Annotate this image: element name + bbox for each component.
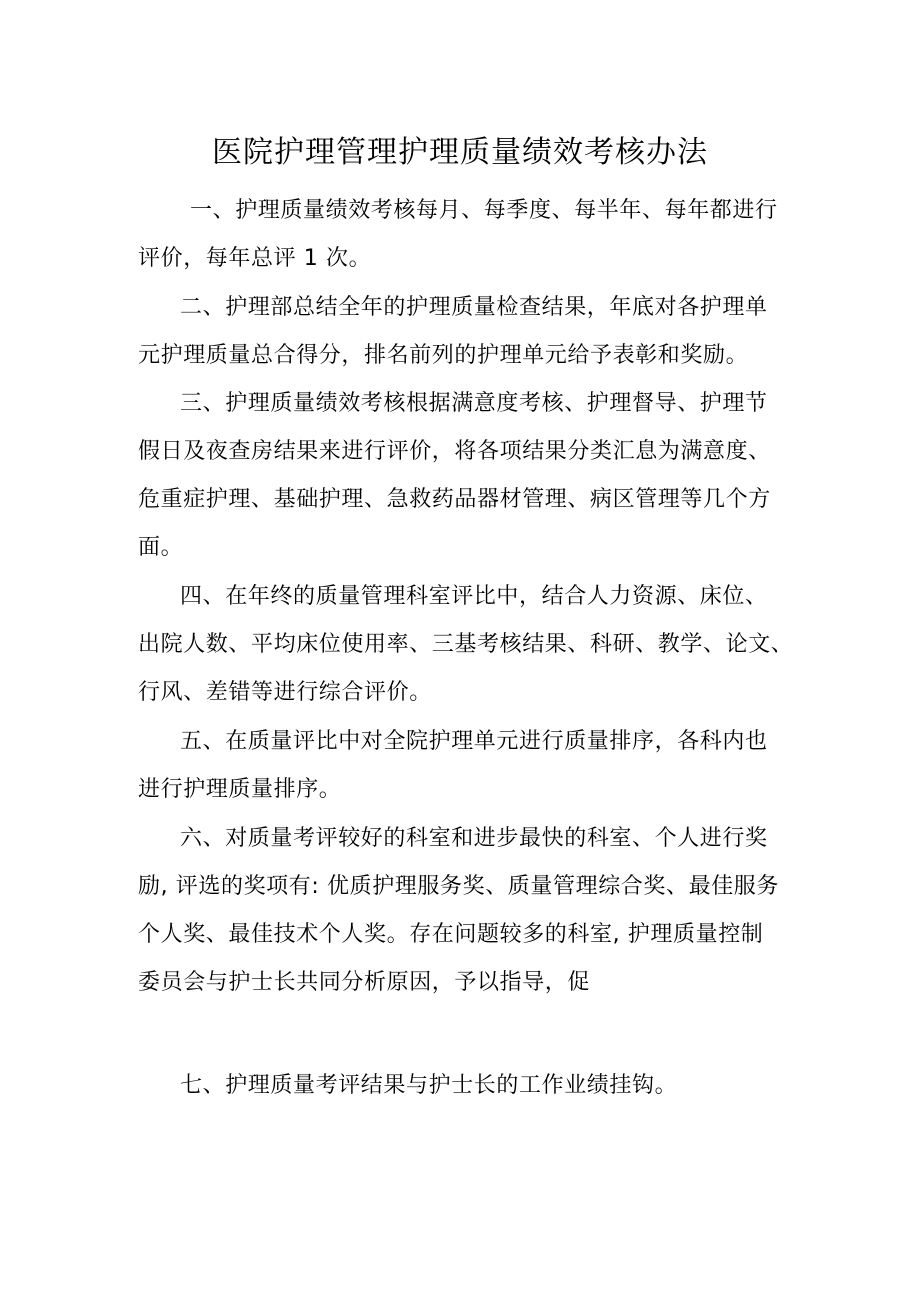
paragraph-4-line-3: 行风、差错等进行综合评价。 [138,680,432,705]
document-title: 医院护理管理护理质量绩效考核办法 [212,135,708,170]
paragraph-4-line-1: 四、在年终的质量管理科室评比中，结合人力资源、床位、 [180,584,768,609]
paragraph-2-line-2: 元护理质量总合得分，排名前列的护理单元给予表彰和奖励。 [138,343,749,368]
paragraph-3-line-3: 危重症护理、基础护理、急救药品器材管理、病区管理等几个方 [138,487,771,512]
paragraph-2-line-1: 二、护理部总结全年的护理质量检查结果，年底对各护理单 [180,295,768,320]
paragraph-6-line-4: 委员会与护士长共同分析原因，予以指导，促 [138,970,591,995]
paragraph-1-line-1: 一、护理质量绩效考核每月、每季度、每半年、每年都进行 [190,198,778,223]
paragraph-1-line-2: 评价，每年总评 1 次。 [138,246,372,271]
paragraph-7-line-1: 七、护理质量考评结果与护士长的工作业绩挂钩。 [180,1073,678,1098]
paragraph-3-line-1: 三、护理质量绩效考核根据满意度考核、护理督导、护理节 [180,391,768,416]
paragraph-3-line-4: 面。 [138,535,184,560]
paragraph-5-line-1: 五、在质量评比中对全院护理单元进行质量排序，各科内也 [180,729,768,754]
paragraph-6-line-3: 个人奖、最佳技术个人奖。存在问题较多的科室, 护理质量控制 [138,922,764,947]
paragraph-3-line-2: 假日及夜查房结果来进行评价，将各项结果分类汇息为满意度、 [138,439,771,464]
paragraph-6-line-1: 六、对质量考评较好的科室和进步最快的科室、个人进行奖 [180,826,768,851]
paragraph-4-line-2: 出院人数、平均床位使用率、三基考核结果、科研、教学、论文、 [138,632,794,657]
paragraph-5-line-2: 进行护理质量排序。 [138,777,342,802]
paragraph-6-line-2: 励, 评选的奖项有: 优质护理服务奖、质量管理综合奖、最佳服务 [138,874,779,899]
